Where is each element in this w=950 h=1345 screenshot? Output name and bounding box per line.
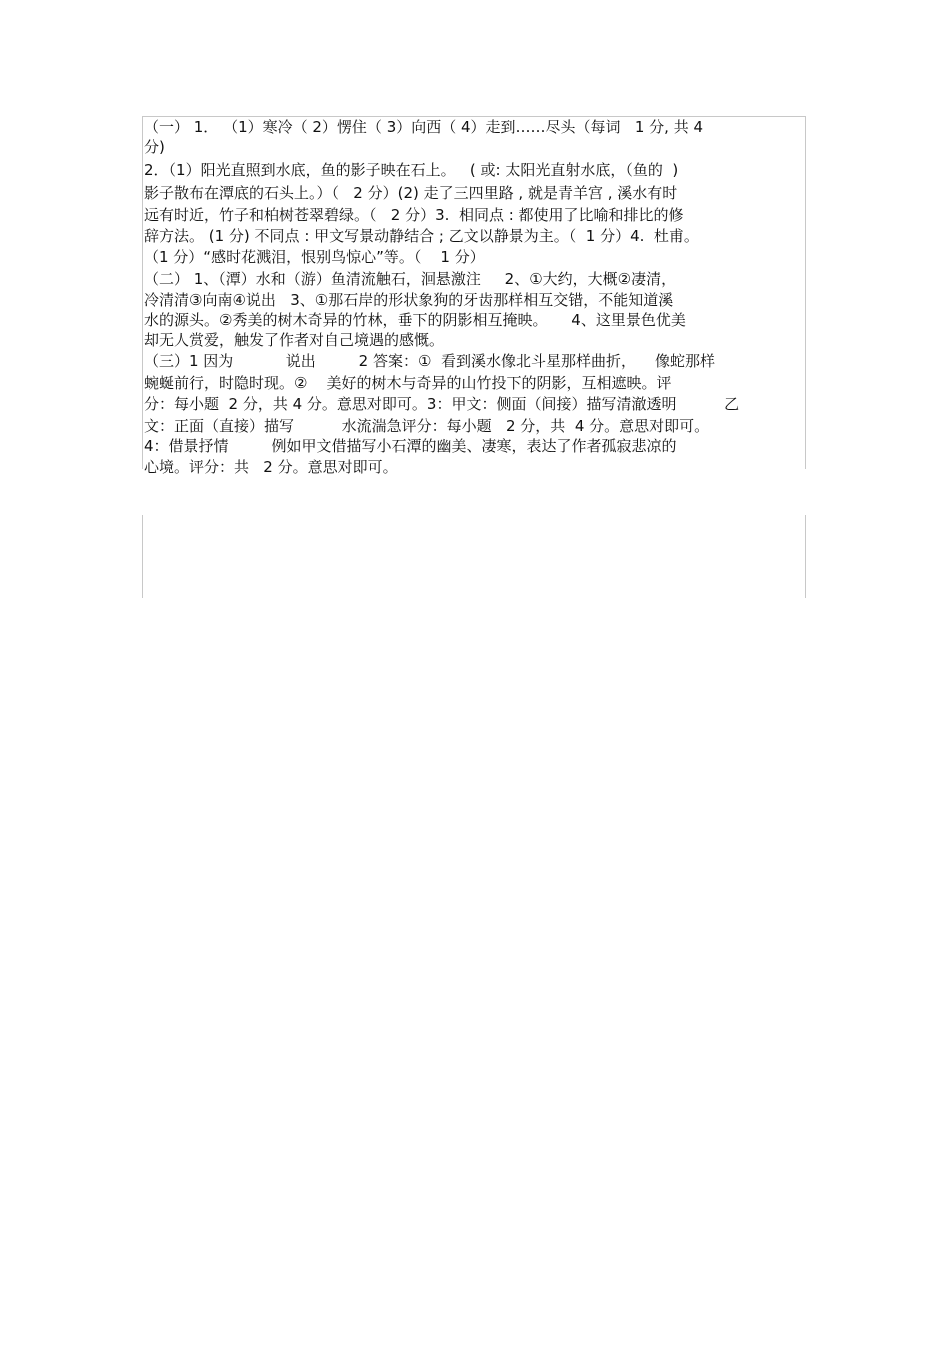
answer-line: 4：借景抒情 例如甲文借描写小石潭的幽美、凄寒，表达了作者孤寂悲凉的 — [144, 437, 677, 455]
answer-line: 文：正面（直接）描写 水流湍急评分：每小题 2 分，共 4 分。意思对即可。 — [144, 417, 710, 435]
answer-line: 心境。评分：共 2 分。意思对即可。 — [144, 458, 398, 476]
answer-line: 辞方法。 (1 分) 不同点 : 甲文写景动静结合 ; 乙文以静景为主。（ 1 分）4. 杜甫。 — [144, 227, 699, 245]
answer-line: （1 分）“感时花溅泪，恨别鸟惊心”等。（ 1 分） — [144, 248, 485, 266]
answer-line: （三）1 因为 说出 2 答案：① 看到溪水像北斗星那样曲折， 像蛇那样 — [144, 352, 716, 370]
answer-line: 蜿蜒前行，时隐时现。② 美好的树木与奇异的山竹投下的阴影，互相遮映。评 — [144, 374, 672, 392]
answer-line: 水的源头。②秀美的树木奇异的竹林，垂下的阴影相互掩映。 4、这里景色优美 — [144, 311, 686, 329]
answer-line: 分) — [144, 138, 165, 156]
answer-line: 2．（1）阳光直照到水底，鱼的影子映在石上。 ( 或: 太阳光直射水底，（鱼的 ) — [144, 161, 679, 179]
answer-line: 影子散布在潭底的石头上。）（ 2 分）(2) 走了三四里路 , 就是青羊宫 , 溪水有时 — [144, 184, 678, 202]
answer-line: （二） 1、（潭）水和（游）鱼清流触石，洄悬激注 2、①大约，大概②凄清， — [144, 270, 677, 288]
empty-box-frame — [142, 515, 806, 598]
answer-line: 冷清清③向南④说出 3、①那石岸的形状象狗的牙齿那样相互交错，不能知道溪 — [144, 291, 674, 309]
answer-line: 分：每小题 2 分，共 4 分。意思对即可。3：甲文：侧面（间接）描写清澈透明 乙 — [144, 395, 740, 413]
answer-line: 远有时近，竹子和柏树苍翠碧绿。（ 2 分）3. 相同点 : 都使用了比喻和排比的修 — [144, 206, 684, 224]
answer-line: 却无人赏爱，触发了作者对自己境遇的感慨。 — [144, 331, 445, 349]
answer-line: （一） 1． （1）寒冷（ 2）愣住（ 3）向西（ 4）走到……尽头（每词 1 分, 共 4 — [144, 118, 704, 136]
